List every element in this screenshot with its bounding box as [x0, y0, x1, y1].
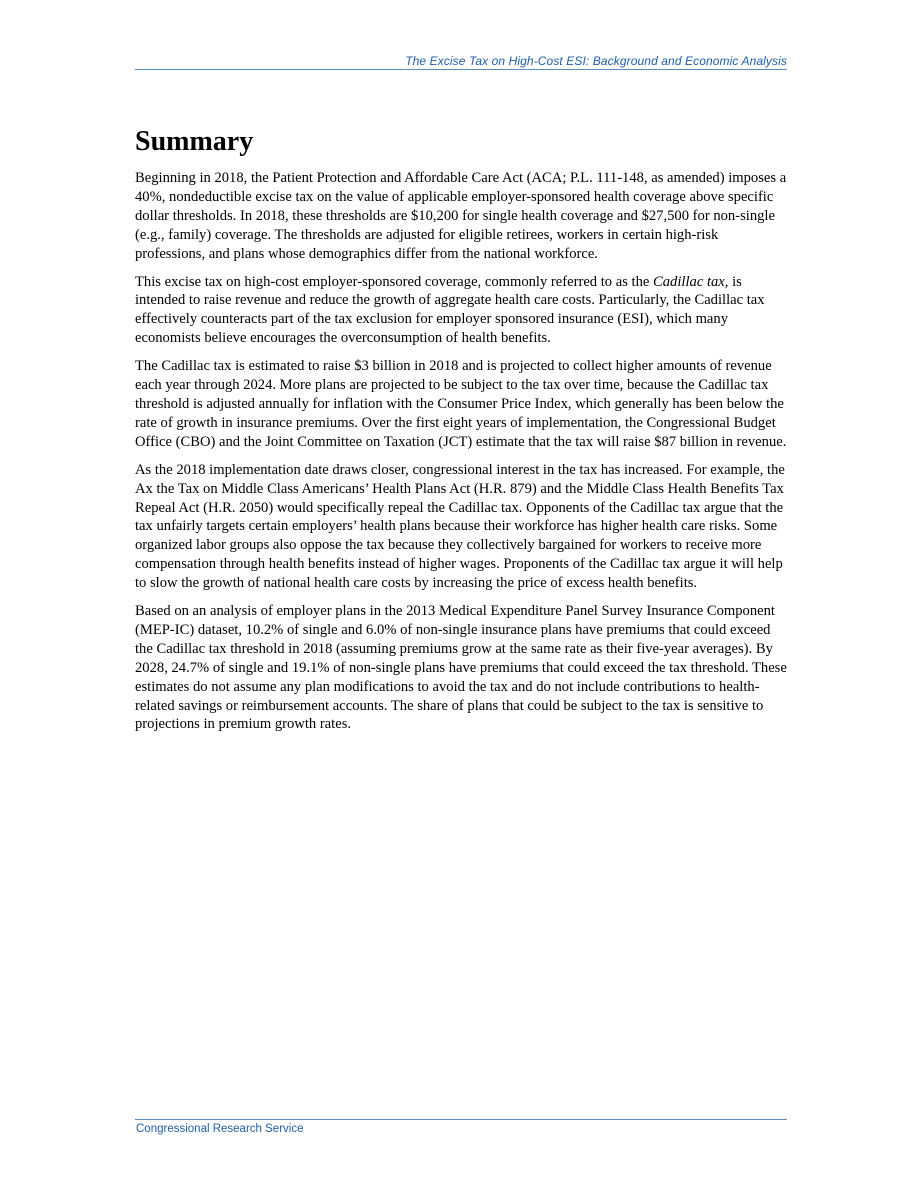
paragraph-overview: Beginning in 2018, the Patient Protection and Affordable Care Act (ACA; P.L. 111-148, as amended) imposes a 40%, nondeductible excise tax on the value of applicable employer-sponsored health coverage above specific dollar thresholds. In 2018, these thresholds are $10,200 for single health coverage and $27,500 for non-single (e.g., family) coverage. The thresholds are adjusted for eligible retirees, workers in certain high-risk professions, and plans whose demographics differ from the national workforce. [135, 170, 787, 262]
paragraph-cadillac-tax [135, 273, 787, 349]
paragraph-congressional-interest: As the 2018 implementation date draws closer, congressional interest in the tax has increased. For example, the Ax the Tax on Middle Class Americans’ Health Plans Act (H.R. 879) and the Middle Class Health Benefits Tax Repeal Act (H.R. 2050) would specifically repeal the Cadillac tax. Opponents of the Cadillac tax argue that the tax unfairly targets certain employers’ health plans because their workforce has higher health care risks. Some organized labor groups also oppose the tax because they collectively bargained for workers to receive more compensation through health benefits instead of higher wages. Proponents of the Cadillac tax argue it will help to slow the growth of national health care costs by increasing the price of excess health benefits. [135, 461, 785, 592]
page-body [135, 124, 787, 743]
italic-term: Cadillac tax [653, 273, 725, 290]
footer-organization: Congressional Research Service [136, 1123, 304, 1135]
footer-divider [135, 1119, 787, 1120]
paragraph-revenue: The Cadillac tax is estimated to raise $3 billion in 2018 and is projected to collect higher amounts of revenue each year through 2024. More plans are projected to be subject to the tax over time, because the Cadillac tax threshold is adjusted annually for inflation with the Consumer Price Index, which generally has been below the rate of growth in insurance premiums. Over the first eight years of implementation, the Congressional Budget Office (CBO) and the Joint Committee on Taxation (JCT) estimate that the tax will raise $87 billion in revenue. [135, 358, 787, 450]
paragraph-analysis: Based on an analysis of employer plans in the 2013 Medical Expenditure Panel Survey Insurance Component (MEP-IC) dataset, 10.2% of single and 6.0% of non-single insurance plans have premiums that could exceed the Cadillac tax threshold in 2018 (assuming premiums grow at the same rate as their five-year averages). By 2028, 24.7% of single and 19.1% of non-single plans have premiums that could exceed the tax threshold. These estimates do not assume any plan modifications to avoid the tax and do not include contributions to health-related savings or reimbursement accounts. The share of plans that could be subject to the tax is sensitive to projections in premium growth rates. [135, 603, 787, 733]
running-header: The Excise Tax on High-Cost ESI: Background and Economic Analysis [405, 54, 787, 68]
paragraph-text: This excise tax on high-cost employer-sponsored coverage, commonly referred to as the [135, 273, 654, 290]
section-title: Summary [135, 126, 254, 157]
paragraph-text: , is intended to raise revenue and reduce the growth of aggregate health care costs. Particularly, the Cadillac tax effectively counteracts part of the tax exclusion for employer sponsored insurance (ESI), which many economists believe encourages the overconsumption of health benefits. [135, 273, 765, 347]
header-divider [135, 69, 787, 70]
